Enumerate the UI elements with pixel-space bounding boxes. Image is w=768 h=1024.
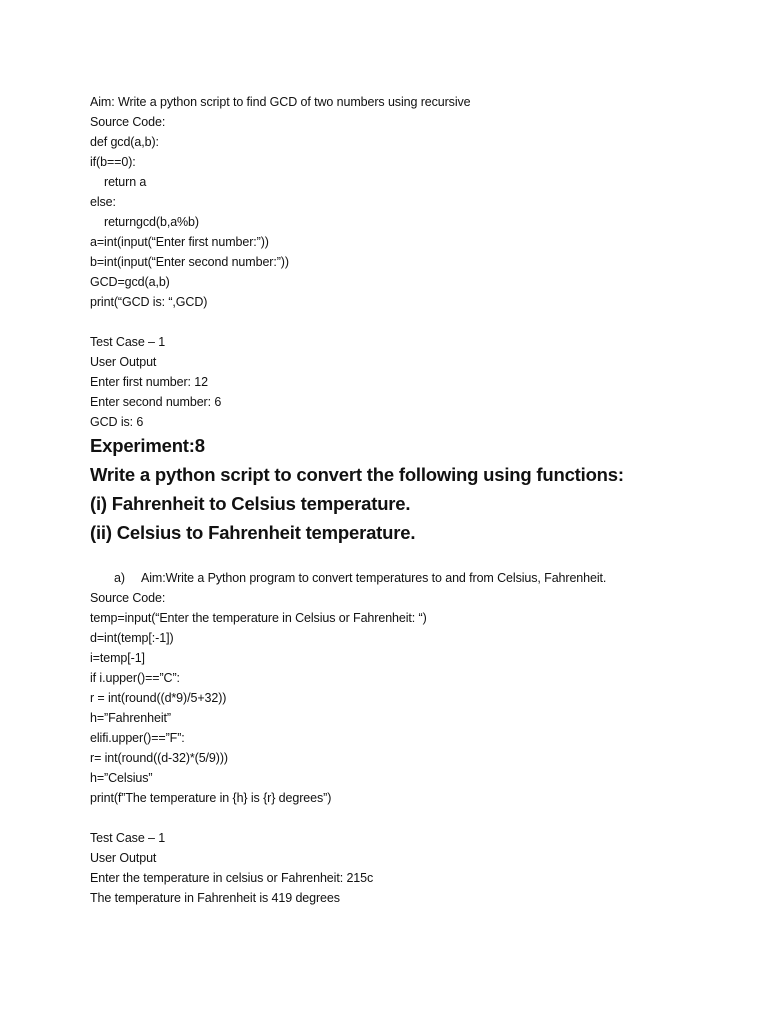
experiment-description-line: Write a python script to convert the following using functions: <box>90 464 624 485</box>
gcd-section <box>90 92 710 432</box>
code-line: temp=input(“Enter the temperature in Celsius or Fahrenheit: “) <box>90 611 427 625</box>
temperature-output-line: The temperature in Fahrenheit is 419 degrees <box>90 891 340 905</box>
gcd-code-block <box>90 132 710 312</box>
temperature-source-code-label: Source Code: <box>90 591 166 605</box>
experiment-description-line: (ii) Celsius to Fahrenheit temperature. <box>90 522 416 543</box>
gcd-test-case-label: Test Case – 1 <box>90 335 166 349</box>
code-line: GCD=gcd(a,b) <box>90 275 170 289</box>
code-line: d=int(temp[:-1]) <box>90 631 174 645</box>
code-line: a=int(input(“Enter first number:”)) <box>90 235 269 249</box>
code-line: print(“GCD is: “,GCD) <box>90 295 208 309</box>
experiment-title: Experiment:8 <box>90 435 205 456</box>
experiment-description-line: (i) Fahrenheit to Celsius temperature. <box>90 493 411 514</box>
gcd-source-code-label: Source Code: <box>90 115 166 129</box>
temperature-user-output-label: User Output <box>90 851 157 865</box>
gcd-output-line: Enter first number: 12 <box>90 375 208 389</box>
code-line: h=”Fahrenheit” <box>90 711 171 725</box>
code-line: r = int(round((d*9)/5+32)) <box>90 691 227 705</box>
code-line: h=”Celsius” <box>90 771 153 785</box>
spacer <box>90 808 730 828</box>
code-line: if i.upper()==”C”: <box>90 671 180 685</box>
temperature-section <box>90 568 730 908</box>
code-line: b=int(input(“Enter second number:”)) <box>90 255 289 269</box>
code-line: i=temp[-1] <box>90 651 145 665</box>
code-line: if(b==0): <box>90 155 136 169</box>
spacer <box>90 312 710 332</box>
code-line: return a <box>104 175 147 189</box>
code-line: print(f”The temperature in {h} is {r} degrees”) <box>90 791 332 805</box>
gcd-user-output-label: User Output <box>90 355 157 369</box>
gcd-aim: Aim: Write a python script to find GCD of two numbers using recursive <box>90 95 471 109</box>
gcd-output-line: GCD is: 6 <box>90 415 144 429</box>
experiment-heading <box>90 431 730 547</box>
temperature-output-line: Enter the temperature in celsius or Fahrenheit: 215c <box>90 871 374 885</box>
list-marker: a) <box>114 571 125 585</box>
temperature-test-case-label: Test Case – 1 <box>90 831 166 845</box>
temperature-aim: Aim:Write a Python program to convert temperatures to and from Celsius, Fahrenheit. <box>141 571 607 585</box>
code-line: elifi.upper()==”F”: <box>90 731 185 745</box>
code-line: def gcd(a,b): <box>90 135 159 149</box>
temperature-aim-row <box>90 568 730 588</box>
gcd-output-line: Enter second number: 6 <box>90 395 222 409</box>
code-line: r= int(round((d-32)*(5/9))) <box>90 751 228 765</box>
code-line: returngcd(b,a%b) <box>104 215 199 229</box>
code-line: else: <box>90 195 116 209</box>
